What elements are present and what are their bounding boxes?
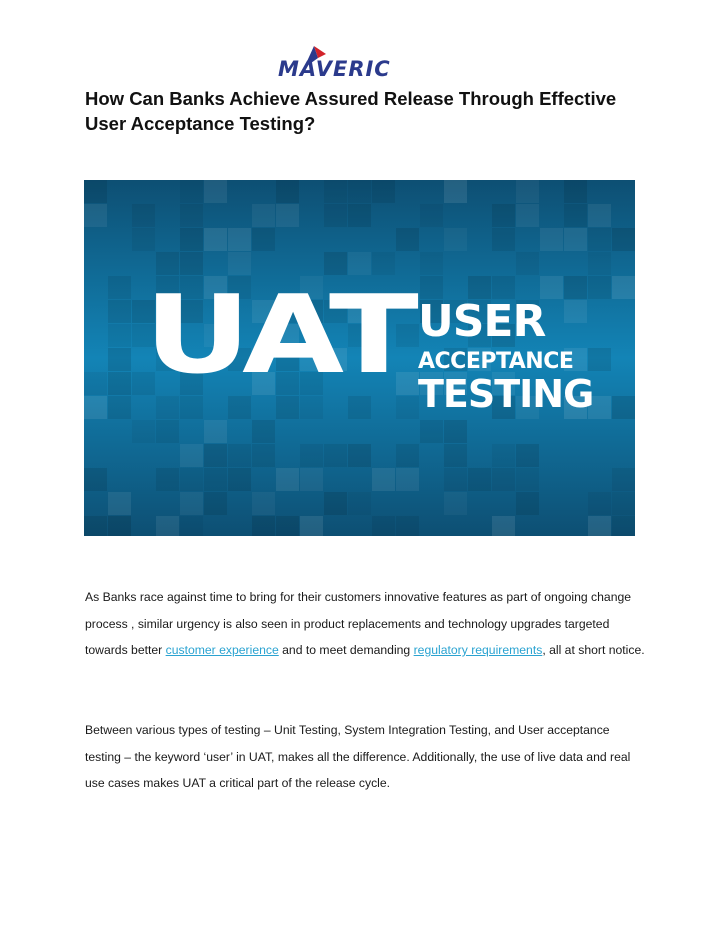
pixel-tile <box>204 228 227 251</box>
hero-testing-text: TESTING <box>418 372 594 416</box>
pixel-tile <box>444 180 467 203</box>
pixel-tile <box>588 276 611 299</box>
pixel-tile <box>348 204 371 227</box>
pixel-tile <box>252 228 275 251</box>
pixel-tile <box>156 396 179 419</box>
pixel-tile <box>444 228 467 251</box>
pixel-tile <box>588 204 611 227</box>
pixel-tile <box>84 180 107 203</box>
pixel-tile <box>204 492 227 515</box>
pixel-tile <box>180 396 203 419</box>
pixel-tile <box>372 468 395 491</box>
pixel-tile <box>396 228 419 251</box>
pixel-tile <box>300 516 323 536</box>
pixel-tile <box>84 468 107 491</box>
pixel-tile <box>444 420 467 443</box>
pixel-tile <box>588 348 611 371</box>
hero-image <box>84 180 635 536</box>
intro-text-end: , all at short notice. <box>542 643 645 657</box>
pixel-tile <box>612 516 635 536</box>
pixel-tile <box>612 276 635 299</box>
pixel-tile <box>588 516 611 536</box>
pixel-tile <box>588 228 611 251</box>
pixel-tile <box>204 180 227 203</box>
pixel-tile <box>372 516 395 536</box>
pixel-tile <box>84 204 107 227</box>
pixel-tile <box>468 468 491 491</box>
pixel-tile <box>132 204 155 227</box>
pixel-tile <box>180 204 203 227</box>
pixel-tile <box>516 252 539 275</box>
pixel-tile <box>108 324 131 347</box>
hero-uat-text: UAT <box>144 273 414 398</box>
pixel-tile <box>348 444 371 467</box>
pixel-tile <box>612 492 635 515</box>
pixel-tile <box>420 252 443 275</box>
pixel-tile <box>348 252 371 275</box>
pixel-tile <box>132 420 155 443</box>
pixel-tile <box>372 180 395 203</box>
pixel-tile <box>564 228 587 251</box>
pixel-tile <box>84 396 107 419</box>
pixel-tile <box>180 444 203 467</box>
pixel-tile <box>324 204 347 227</box>
pixel-tile <box>300 468 323 491</box>
pixel-tile <box>204 444 227 467</box>
pixel-tile <box>324 180 347 203</box>
pixel-tile <box>348 180 371 203</box>
pixel-tile <box>444 444 467 467</box>
hero-acceptance-text: ACCEPTANCE <box>418 349 574 374</box>
intro-paragraph <box>85 584 645 664</box>
pixel-tile <box>564 276 587 299</box>
pixel-tile <box>180 492 203 515</box>
pixel-tile <box>564 204 587 227</box>
pixel-tile <box>516 204 539 227</box>
pixel-tile <box>516 468 539 491</box>
pixel-tile <box>252 204 275 227</box>
pixel-tile <box>156 252 179 275</box>
pixel-tile <box>396 444 419 467</box>
page-title: How Can Banks Achieve Assured Release Through Effective User Acceptance Testing? <box>85 88 617 134</box>
pixel-tile <box>180 516 203 536</box>
pixel-tile <box>276 204 299 227</box>
pixel-tile <box>108 276 131 299</box>
pixel-tile <box>612 396 635 419</box>
testing-types-paragraph: Between various types of testing – Unit Testing, System Integration Testing, and User acceptance testing – the keyword ‘user’ in UAT, makes all the difference. Additionally, the use of live data and real use cases makes UAT a critical part of the release cycle. <box>85 723 631 790</box>
customer-experience-link[interactable]: customer experience <box>165 643 279 657</box>
pixel-tile <box>444 492 467 515</box>
pixel-tile <box>348 396 371 419</box>
hero-user-text: USER <box>418 296 546 347</box>
pixel-tile <box>396 468 419 491</box>
pixel-tile <box>564 180 587 203</box>
pixel-tile <box>396 396 419 419</box>
pixel-tile <box>228 444 251 467</box>
pixel-tile <box>300 444 323 467</box>
pixel-tile <box>228 468 251 491</box>
pixel-tile <box>420 204 443 227</box>
pixel-tile <box>180 468 203 491</box>
pixel-tile <box>252 492 275 515</box>
pixel-tile <box>204 468 227 491</box>
pixel-tile <box>492 516 515 536</box>
pixel-tile <box>420 420 443 443</box>
pixel-tile <box>588 492 611 515</box>
pixel-tile <box>300 396 323 419</box>
pixel-tile <box>252 420 275 443</box>
pixel-tile <box>324 252 347 275</box>
pixel-tile <box>84 516 107 536</box>
pixel-tile <box>516 444 539 467</box>
pixel-tile <box>372 252 395 275</box>
pixel-tile <box>108 300 131 323</box>
pixel-tile <box>228 396 251 419</box>
pixel-tile <box>156 468 179 491</box>
pixel-tile <box>228 252 251 275</box>
pixel-tile <box>204 420 227 443</box>
pixel-tile <box>132 228 155 251</box>
pixel-tile <box>108 372 131 395</box>
pixel-tile <box>228 228 251 251</box>
pixel-tile <box>108 396 131 419</box>
pixel-tile <box>540 228 563 251</box>
pixel-tile <box>108 348 131 371</box>
pixel-tile <box>492 444 515 467</box>
pixel-tile <box>276 180 299 203</box>
pixel-tile <box>252 516 275 536</box>
pixel-tile <box>492 204 515 227</box>
pixel-tile <box>276 396 299 419</box>
pixel-tile <box>492 228 515 251</box>
pixel-tile <box>324 444 347 467</box>
pixel-tile <box>180 180 203 203</box>
pixel-tile <box>396 516 419 536</box>
pixel-tile <box>564 300 587 323</box>
pixel-tile <box>156 516 179 536</box>
pixel-tile <box>588 252 611 275</box>
pixel-tile <box>156 420 179 443</box>
maveric-logo <box>278 44 391 82</box>
pixel-tile <box>84 372 107 395</box>
pixel-tile <box>444 468 467 491</box>
intro-text-start: As Banks race against time to bring for their customers innovative features as part of ongoing change process , similar urgency is also seen in product replacements and technology upgrades targeted towards better <box>85 590 632 657</box>
pixel-tile <box>276 516 299 536</box>
pixel-tile <box>324 492 347 515</box>
pixel-tile <box>516 492 539 515</box>
logo-wordmark: MAVERIC <box>278 57 391 81</box>
pixel-tile <box>276 468 299 491</box>
pixel-tile <box>612 468 635 491</box>
pixel-tile <box>180 228 203 251</box>
pixel-tile <box>108 516 131 536</box>
pixel-tile <box>252 444 275 467</box>
pixel-tile <box>108 492 131 515</box>
pixel-tile <box>492 468 515 491</box>
regulatory-requirements-link[interactable]: regulatory requirements <box>413 643 543 657</box>
pixel-tile <box>348 492 371 515</box>
pixel-tile <box>180 252 203 275</box>
intro-text-middle: and to meet demanding <box>278 643 414 657</box>
pixel-tile <box>612 228 635 251</box>
pixel-tile <box>516 180 539 203</box>
